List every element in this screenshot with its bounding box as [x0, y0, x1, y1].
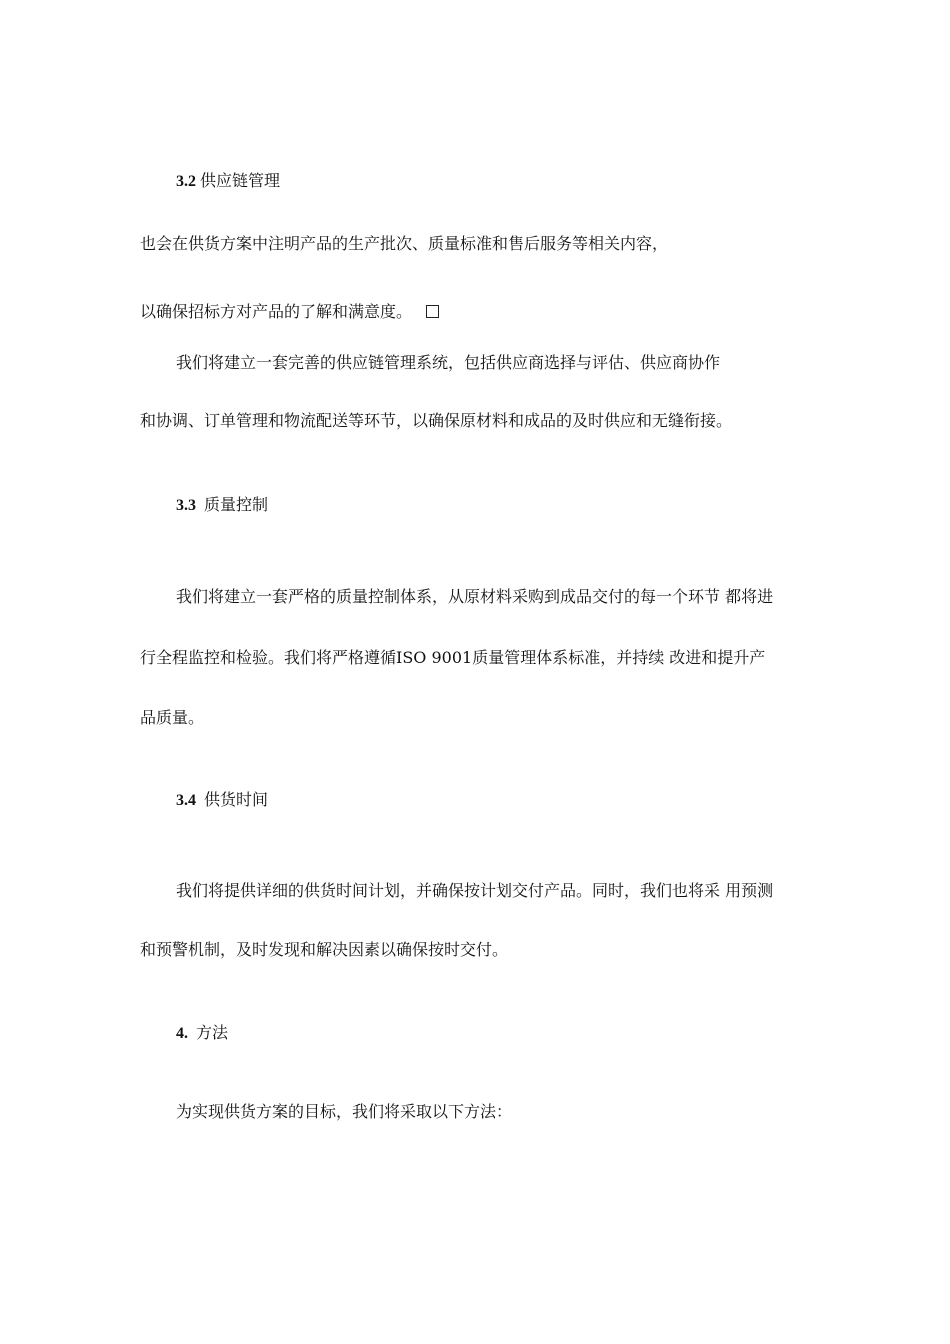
paragraph-line-with-box	[140, 301, 439, 323]
paragraph-text: 以确保招标方对产品的了解和满意度。	[140, 302, 413, 321]
paragraph-line: 行全程监控和检验。我们将严格遵循ISO 9001质量管理体系标准，并持续 改进和提升产	[140, 648, 766, 667]
section-number: 3.3	[176, 497, 196, 514]
section-4-heading	[176, 1022, 228, 1045]
paragraph-line: 和协调、订单管理和物流配送等环节，以确保原材料和成品的及时供应和无缝衔接。	[140, 411, 733, 430]
section-title: 供货时间	[204, 790, 269, 809]
paragraph-line: 品质量。	[140, 708, 205, 727]
paragraph-line: 我们将建立一套严格的质量控制体系，从原材料采购到成品交付的每一个环节 都将进	[176, 587, 774, 606]
section-3-4-heading	[176, 789, 268, 812]
section-number: 3.2	[176, 173, 196, 190]
paragraph-line: 我们将提供详细的供货时间计划，并确保按计划交付产品。同时，我们也将采 用预测	[176, 881, 774, 900]
section-3-3-heading	[176, 494, 268, 517]
section-title: 方法	[196, 1023, 229, 1042]
paragraph-line: 我们将建立一套完善的供应链管理系统，包括供应商选择与评估、供应商协作	[176, 353, 721, 372]
paragraph-line: 和预警机制，及时发现和解决因素以确保按时交付。	[140, 940, 509, 959]
section-3-2-heading	[176, 170, 280, 193]
section-title: 质量控制	[204, 495, 269, 514]
empty-square-icon	[426, 305, 439, 318]
section-title: 供应链管理	[200, 171, 281, 190]
paragraph-line: 也会在供货方案中注明产品的生产批次、质量标准和售后服务等相关内容，	[140, 234, 669, 253]
section-number: 4.	[176, 1025, 188, 1042]
paragraph-line: 为实现供货方案的目标，我们将采取以下方法：	[176, 1102, 513, 1121]
section-number: 3.4	[176, 792, 196, 809]
